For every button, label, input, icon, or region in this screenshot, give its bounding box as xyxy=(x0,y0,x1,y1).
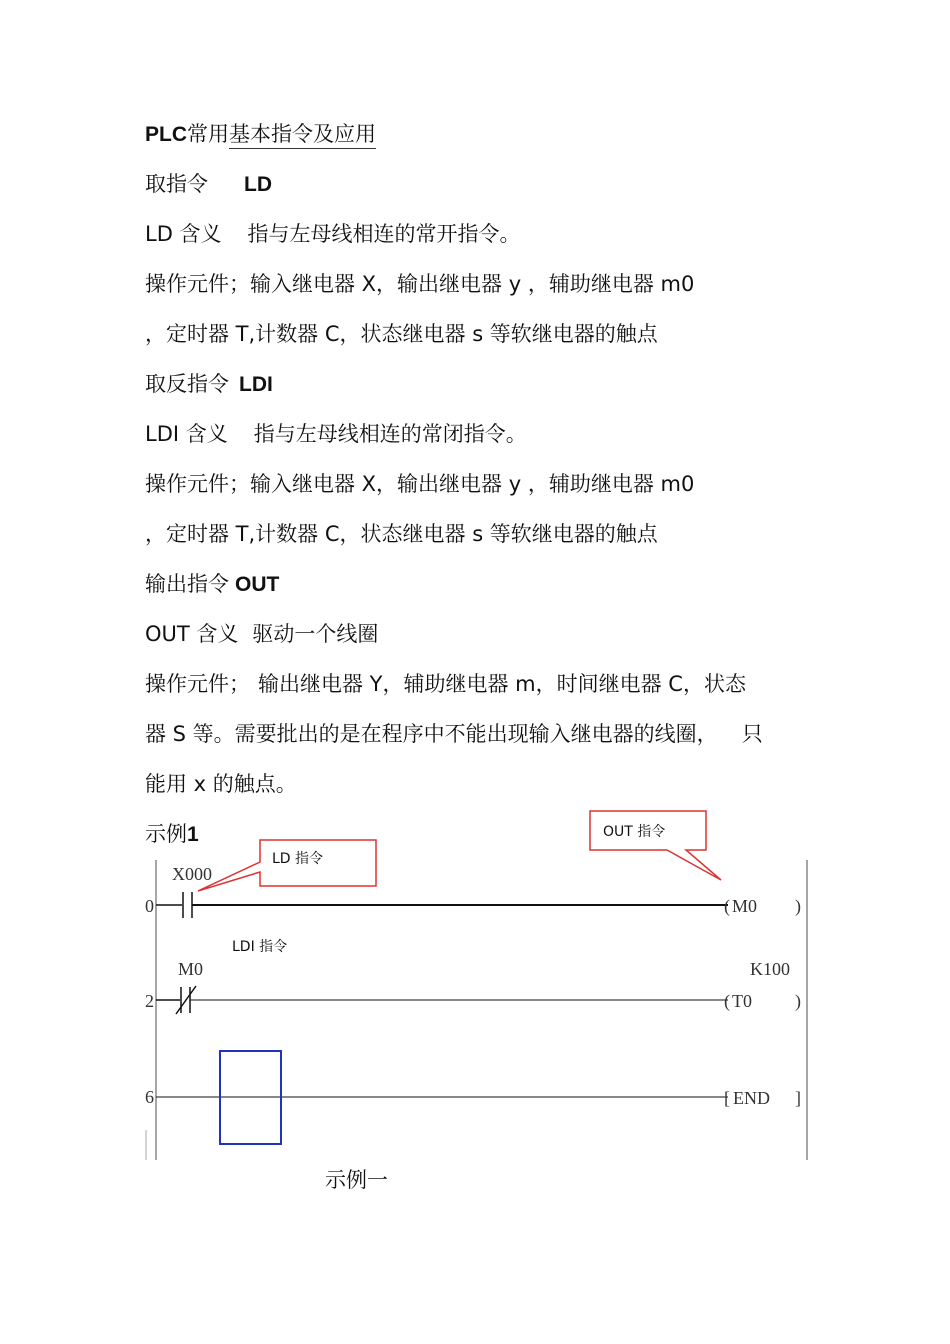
out-operands-2b: 只 xyxy=(741,722,763,746)
no-contact-symbol xyxy=(183,892,192,918)
step-number-2: 2 xyxy=(145,991,154,1011)
step-number-6: 6 xyxy=(145,1087,154,1107)
ldi-meaning-label: LDI 含义 xyxy=(145,422,228,446)
ldi-heading-text: 取反指令 xyxy=(145,372,229,396)
example-label-text: 示例 xyxy=(145,822,187,846)
contact-label-m0: M0 xyxy=(178,959,204,979)
out-meaning-text: 驱动一个线圈 xyxy=(252,622,379,646)
title-bold: PLC xyxy=(145,123,187,146)
ldi-code: LDI xyxy=(239,373,273,396)
coil-right-paren-0: ) xyxy=(795,896,801,916)
ld-operands-1: 操作元件；输入继电器 X，输出继电器 y ，辅助继电器 m0 xyxy=(145,272,695,296)
coil-label-t0: T0 xyxy=(732,991,752,1011)
title-underlined: 基本指令及应用 xyxy=(229,122,376,149)
ld-meaning-label: LD 含义 xyxy=(145,222,222,246)
example-num: 1 xyxy=(187,823,199,846)
coil-label-m0: M0 xyxy=(732,896,758,916)
end-left-bracket: [ xyxy=(724,1088,730,1108)
coil-right-paren-2: ) xyxy=(795,991,801,1011)
coil-left-paren-0: ( xyxy=(724,896,730,916)
out-operands-3: 能用 x 的触点。 xyxy=(145,772,297,796)
title-rest: 常用 xyxy=(187,122,229,146)
out-heading-text: 输出指令 xyxy=(145,572,229,596)
callout-out xyxy=(590,811,721,880)
end-right-bracket: ] xyxy=(795,1088,801,1108)
ld-heading-text: 取指令 xyxy=(145,172,208,196)
out-code: OUT xyxy=(235,573,280,596)
ld-meaning-text: 指与左母线相连的常开指令。 xyxy=(247,222,521,246)
callout-ld-text: LD 指令 xyxy=(272,851,324,867)
callout-ld xyxy=(198,840,376,891)
timer-constant: K100 xyxy=(750,959,790,979)
out-meaning-label: OUT 含义 xyxy=(145,622,239,646)
out-operands-1a: 操作元件； xyxy=(145,672,250,696)
contact-label-x000: X000 xyxy=(172,864,212,884)
out-operands-1b: 输出继电器 Y，辅助继电器 m，时间继电器 C，状态 xyxy=(258,672,746,696)
step-number-0: 0 xyxy=(145,896,154,916)
out-operands-2a: 器 S 等。需要批出的是在程序中不能出现输入继电器的线圈， xyxy=(145,722,718,746)
coil-left-paren-2: ( xyxy=(724,991,730,1011)
ldi-operands-1: 操作元件；输入继电器 X，输出继电器 y ，辅助继电器 m0 xyxy=(145,472,695,496)
callout-ldi-text: LDI 指令 xyxy=(232,939,288,955)
ld-operands-2: ，定时器 T,计数器 C，状态继电器 s 等软继电器的触点 xyxy=(145,322,658,346)
ldi-meaning-text: 指与左母线相连的常闭指令。 xyxy=(253,422,527,446)
callout-out-text: OUT 指令 xyxy=(603,824,666,840)
ld-code: LD xyxy=(244,173,272,196)
figure-caption: 示例一 xyxy=(325,1168,388,1192)
ldi-operands-2: ，定时器 T,计数器 C，状态继电器 s 等软继电器的触点 xyxy=(145,522,658,546)
end-instruction: END xyxy=(733,1088,770,1108)
